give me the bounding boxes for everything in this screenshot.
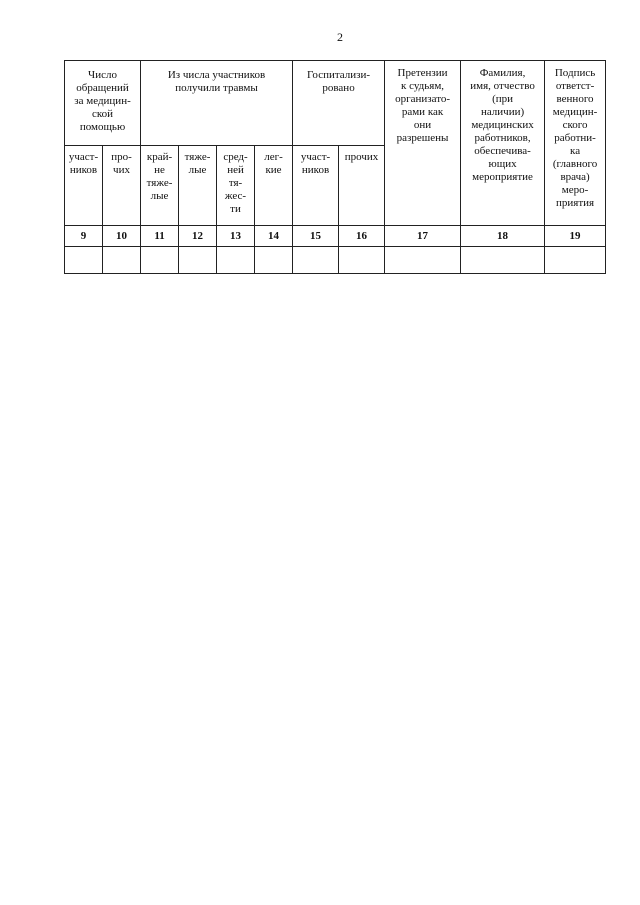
subheader-hosp-others: прочих — [339, 146, 385, 226]
subheader-injured-extreme: край- не тяже- лые — [141, 146, 179, 226]
empty-cell[interactable] — [545, 247, 606, 274]
subheader-visits-others: про- чих — [103, 146, 141, 226]
column-number: 16 — [339, 226, 385, 247]
column-number: 11 — [141, 226, 179, 247]
empty-cell[interactable] — [255, 247, 293, 274]
table-header-row — [65, 61, 606, 146]
empty-cell[interactable] — [339, 247, 385, 274]
empty-cell[interactable] — [141, 247, 179, 274]
column-number: 10 — [103, 226, 141, 247]
empty-cell[interactable] — [103, 247, 141, 274]
header-medical-visits: Число обращений за медицин- ской помощью — [65, 61, 141, 146]
empty-cell[interactable] — [179, 247, 217, 274]
subheader-injured-severe: тяже- лые — [179, 146, 217, 226]
empty-cell[interactable] — [65, 247, 103, 274]
header-complaints: Претензии к судьям, организато- рами как они разрешены — [385, 61, 461, 226]
subheader-visits-participants: участ- ников — [65, 146, 103, 226]
empty-cell[interactable] — [461, 247, 545, 274]
empty-data-row — [65, 247, 606, 274]
column-number: 17 — [385, 226, 461, 247]
column-number: 12 — [179, 226, 217, 247]
column-number: 15 — [293, 226, 339, 247]
subheader-hosp-participants: участ- ников — [293, 146, 339, 226]
header-signature: Подпись ответст- венного медицин- ского работни- ка (главного врача) меро- приятия — [545, 61, 606, 226]
empty-cell[interactable] — [217, 247, 255, 274]
medical-report-table — [64, 60, 606, 274]
column-number: 19 — [545, 226, 606, 247]
subheader-injured-medium: сред- ней тя- жес- ти — [217, 146, 255, 226]
header-hospitalized: Госпитализи- ровано — [293, 61, 385, 146]
column-number: 14 — [255, 226, 293, 247]
empty-cell[interactable] — [293, 247, 339, 274]
column-number-row — [65, 226, 606, 247]
column-number: 18 — [461, 226, 545, 247]
header-injuries: Из числа участников получили травмы — [141, 61, 293, 146]
empty-cell[interactable] — [385, 247, 461, 274]
column-number: 13 — [217, 226, 255, 247]
column-number: 9 — [65, 226, 103, 247]
subheader-injured-light: лег- кие — [255, 146, 293, 226]
header-medical-staff: Фамилия, имя, отчество (при наличии) медицинских работников, обеспечива- ющих мероприятие — [461, 61, 545, 226]
page-number: 2 — [337, 30, 343, 44]
